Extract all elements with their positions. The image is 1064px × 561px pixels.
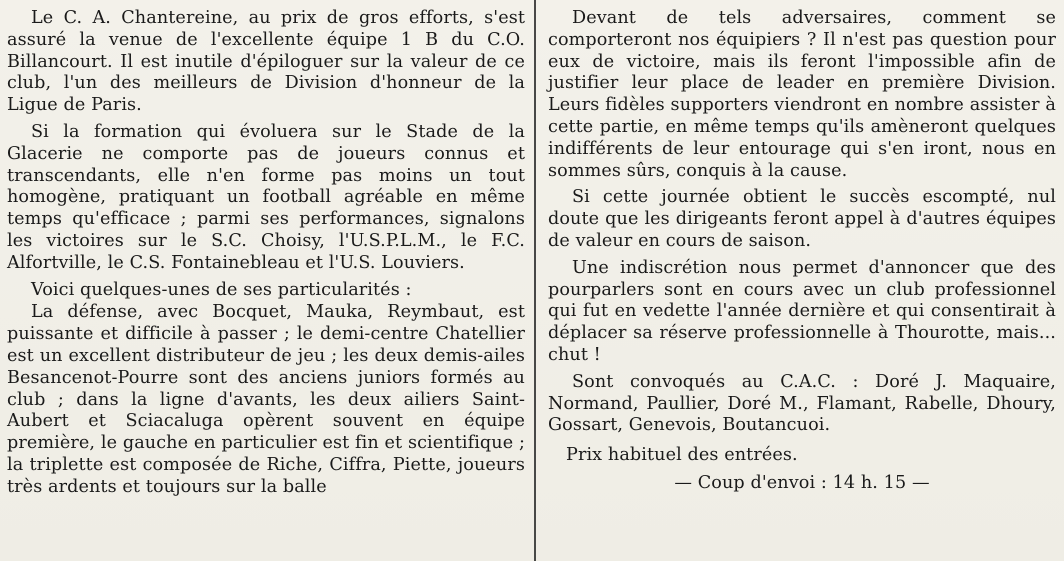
paragraph-lineup: La défense, avec Bocquet, Mauka, Reymbaut, est puissante et difficile à passer ; le demi-centre Chatellier est un excellent distributeur de jeu ; les deux demis-ailes Besancenot-Pourre sont des anciens juniors formés au club ; dans la ligne d'avants, les deux ailiers Saint-Aubert et Sciacaluga opèrent souvent en équipe première, le gauche en particulier est fin et scientifique ; la triplette est composée de Riche, Ciffra, Piette, joueurs très ardents et toujours sur la balle <box>7 302 525 497</box>
paragraph-convoques: Sont convoqués au C.A.C. : Doré J. Maquaire, Normand, Paullier, Doré M., Flamant, Rabelle, Dhoury, Gossart, Genevois, Boutancuoi. <box>548 371 1056 436</box>
right-column <box>548 8 1056 500</box>
paragraph-intro: Le C. A. Chantereine, au prix de gros efforts, s'est assuré la venue de l'excellente équipe 1 B du C.O. Billancourt. Il est inutile d'épiloguer sur la valeur de ce club, l'un des meilleurs de Division d'honneur de la Ligue de Paris. <box>7 8 525 116</box>
paragraph-prix: Prix habituel des entrées. <box>566 445 798 466</box>
paragraph-formation: Si la formation qui évoluera sur le Stade de la Glacerie ne comporte pas de joueurs connus et transcendants, elle n'en forme pas moins un tout homogène, pratiquant un football agréable en même temps qu'efficace ; parmi ses performances, signalons les victoires sur le S.C. Choisy, l'U.S.P.L.M., le F.C. Alfortville, le C.S. Fontainebleau et l'U.S. Louviers. <box>7 121 525 273</box>
paragraph-indiscretion: Une indiscrétion nous permet d'annoncer que des pourparlers sont en cours avec un club professionnel qui fut en vedette l'année dernière et qui consentirait à déplacer sa réserve professionnelle à Thourotte, mais... chut ! <box>548 257 1056 365</box>
paragraph-particularities-intro: Voici quelques-unes de ses particularités : <box>31 279 412 300</box>
column-divider <box>534 0 536 561</box>
paragraph-adversaries: Devant de tels adversaires, comment se comporteront nos équipiers ? Il n'est pas question pour eux de victoire, mais ils feront l'impossible afin de justifier leur place de leader en première Division. Leurs fidèles supporters viendront en nombre assister à cette partie, en même temps qu'ils amèneront quelques indifférents de leur entourage qui s'en iront, nous en sommes sûrs, conquis à la cause. <box>548 8 1056 181</box>
left-column <box>7 8 525 504</box>
paragraph-success: Si cette journée obtient le succès escompté, nul doute que les dirigeants feront appel à d'autres équipes de valeur en cours de saison. <box>548 187 1056 251</box>
kickoff-line: — Coup d'envoi : 14 h. 15 — <box>674 472 930 493</box>
